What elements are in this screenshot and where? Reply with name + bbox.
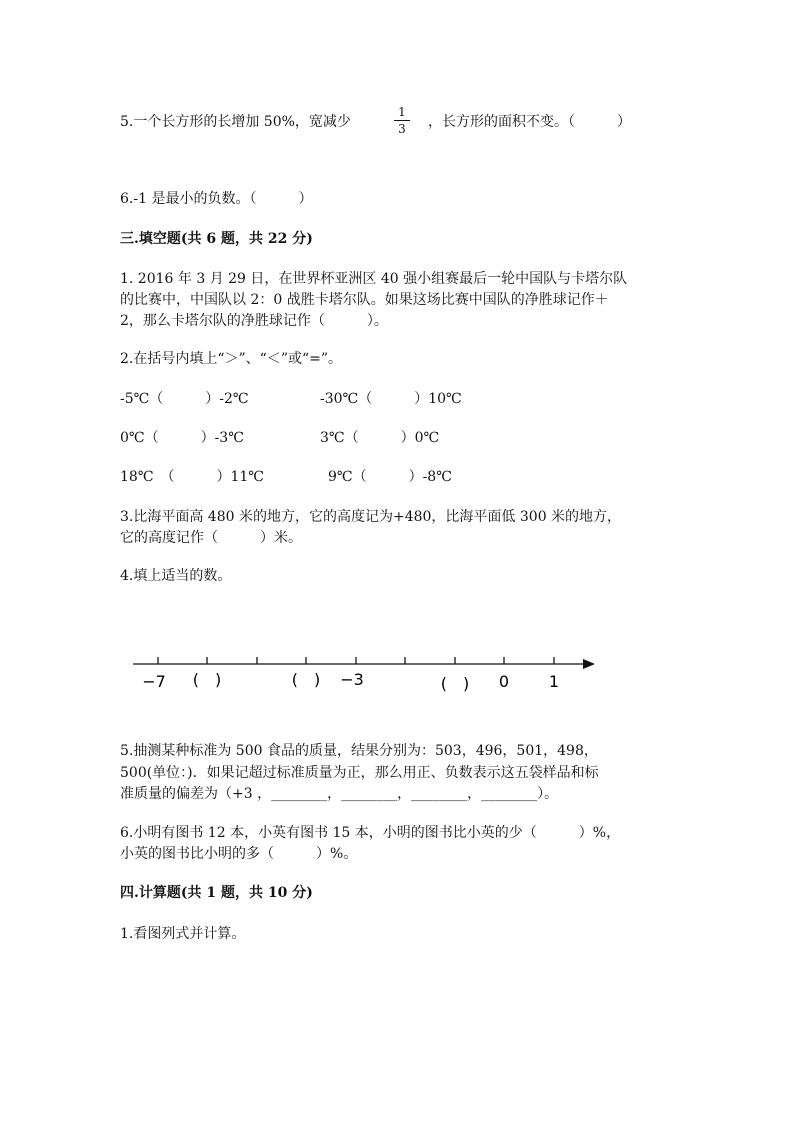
tick-label-blank-2: ( ) xyxy=(291,670,321,689)
fill-q5-line2: 500(单位：)．如果记超过标准质量为正，那么用正、负数表示这五袋样品和标 xyxy=(120,765,599,781)
fill-q6-line1: 6.小明有图书 12 本，小英有图书 15 本，小明的图书比小英的少（ ）%， xyxy=(120,825,621,841)
fill-q2-title: 2.在括号内填上“＞”、“＜”或“=”。 xyxy=(120,351,343,367)
compare-row3-right: 9℃（ ）-8℃ xyxy=(328,469,452,485)
fill-q5-line1: 5.抽测某种标准为 500 食品的质量，结果分别为：503，496，501，498， xyxy=(120,743,598,759)
compare-row1-left: -5℃（ ）-2℃ xyxy=(120,391,249,407)
number-line xyxy=(0,640,794,720)
fill-q3-line2: 它的高度记作（ ）米。 xyxy=(120,530,302,546)
fill-q3-line1: 3.比海平面高 480 米的地方，它的高度记为+480，比海平面低 300 米的地方， xyxy=(120,509,622,525)
arrow-right-icon xyxy=(583,659,595,669)
tick-label-blank-3: ( ) xyxy=(440,674,470,693)
fill-q5-line3: 准质量的偏差为（+3 ，________，________，________，________）。 xyxy=(120,786,559,802)
compare-row1-right: -30℃（ ）10℃ xyxy=(320,391,462,407)
fraction-denominator: 3 xyxy=(398,122,406,136)
fill-q6-line2: 小英的图书比小明的多（ ）%。 xyxy=(120,846,358,862)
judge-q5-after: ，长方形的面积不变。（ ） xyxy=(428,114,631,130)
fill-q4-title: 4.填上适当的数。 xyxy=(120,568,232,584)
tick-label-neg3: −3 xyxy=(340,670,364,689)
section-title-calc: 四.计算题(共 1 题，共 10 分) xyxy=(120,885,313,901)
judge-q5-before: 5.一个长方形的长增加 50%，宽减少 xyxy=(120,114,351,130)
section-title-fill: 三.填空题(共 6 题，共 22 分) xyxy=(120,231,313,247)
fraction-numerator: 1 xyxy=(398,105,406,119)
fill-q1-line3: 2，那么卡塔尔队的净胜球记作（ ）。 xyxy=(120,313,388,329)
calc-q1: 1.看图列式并计算。 xyxy=(120,926,246,942)
fill-q1-line2: 的比赛中，中国队以 2：0 战胜卡塔尔队。如果这场比赛中国队的净胜球记作＋ xyxy=(120,292,609,308)
compare-row2-left: 0℃（ ）-3℃ xyxy=(120,430,244,446)
tick-label-one: 1 xyxy=(548,672,560,691)
tick-label-neg7: −7 xyxy=(142,672,166,691)
fill-q1-line1: 1. 2016 年 3 月 29 日，在世界杯亚洲区 40 强小组赛最后一轮中国队与卡塔尔队 xyxy=(120,271,628,287)
judge-q6: 6.-1 是最小的负数。（ ） xyxy=(120,191,313,207)
compare-row2-right: 3℃（ ）0℃ xyxy=(320,430,440,446)
tick-label-blank-1: ( ) xyxy=(192,670,222,689)
number-line-ticks xyxy=(158,657,554,664)
fraction-one-third xyxy=(394,105,410,136)
compare-row3-left: 18℃ （ ）11℃ xyxy=(120,469,264,485)
tick-label-zero: 0 xyxy=(498,672,510,691)
judge-q5 xyxy=(120,112,351,133)
